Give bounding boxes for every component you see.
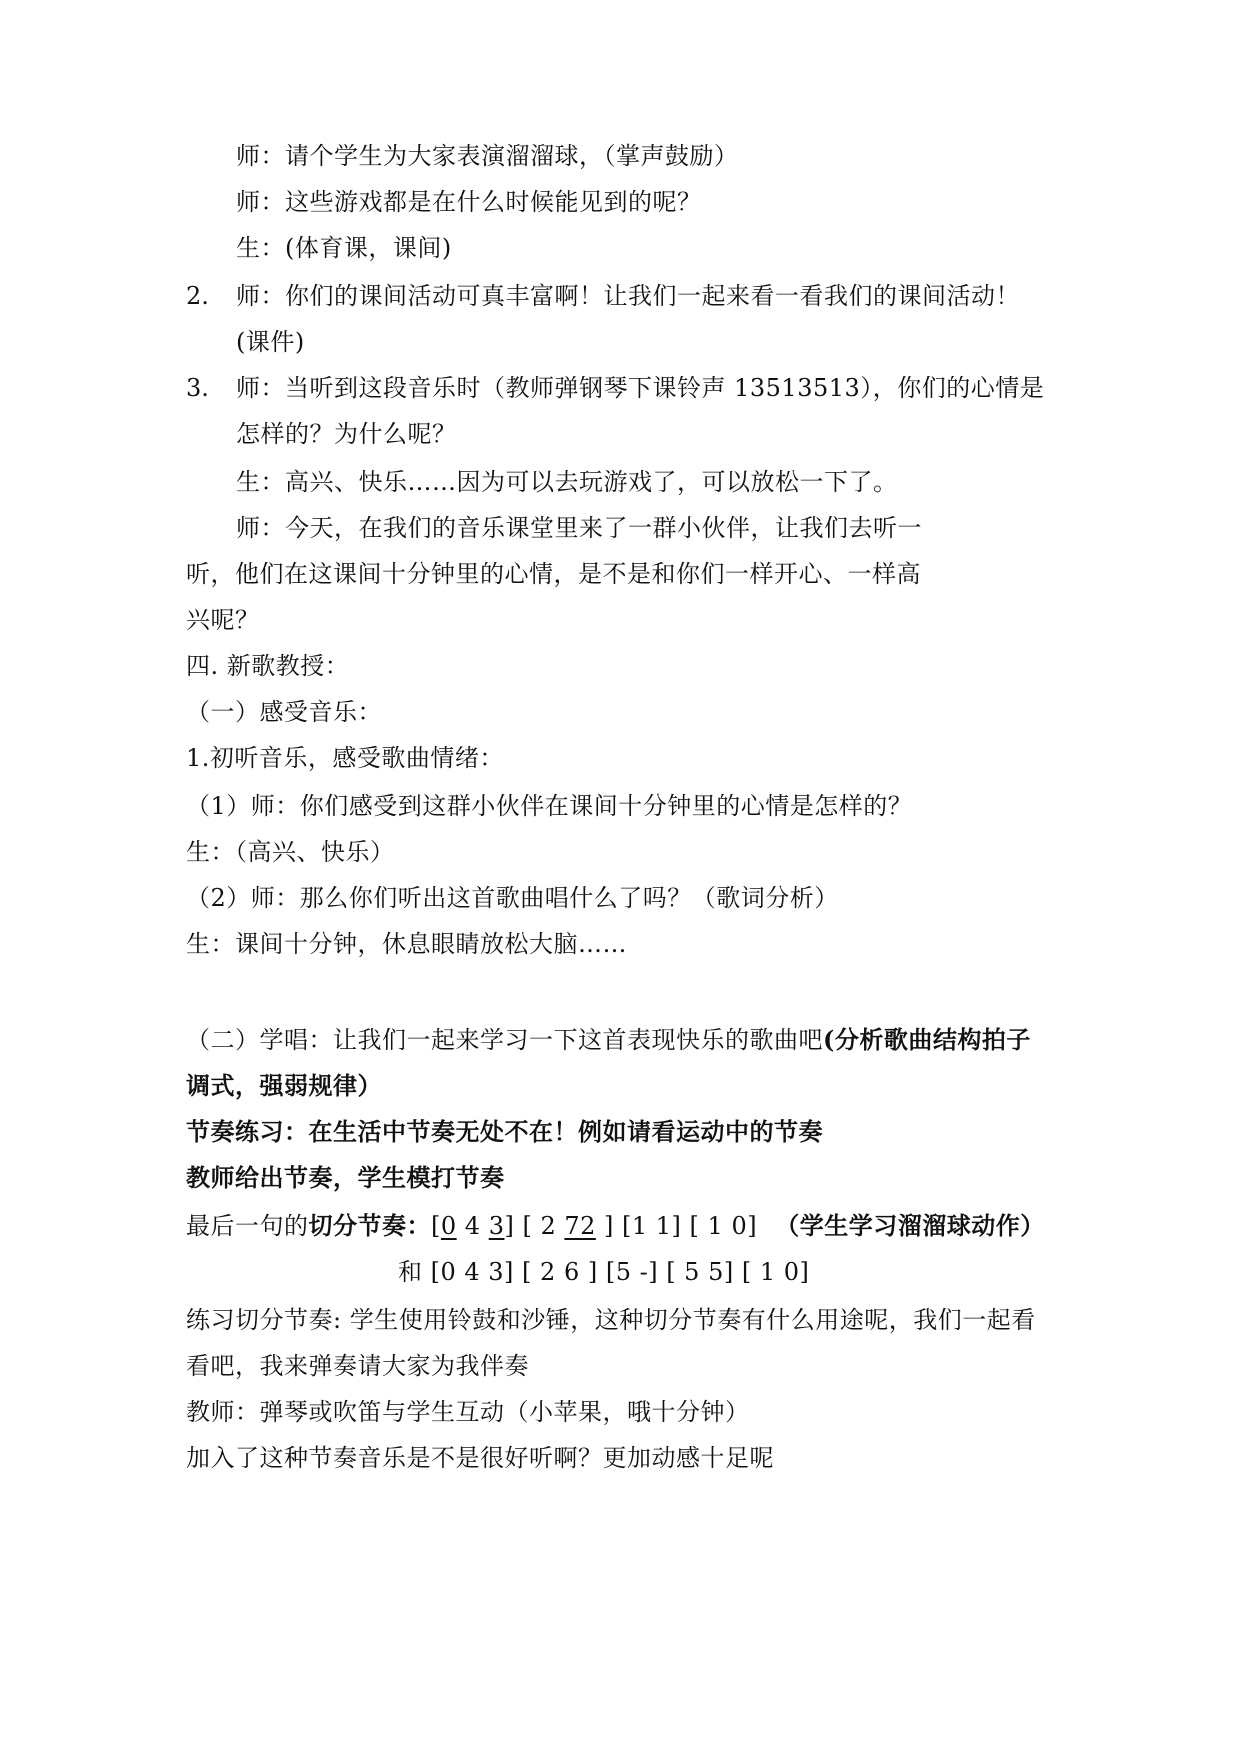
section-heading: 四. 新歌教授：: [186, 652, 350, 680]
list-number: 3.: [186, 374, 209, 402]
text-line: 师：这些游戏都是在什么时候能见到的呢？: [236, 188, 702, 216]
rhythm-segment: ] [1 1] [ 1 0]: [595, 1212, 758, 1240]
text-line: 兴呢？: [186, 606, 260, 634]
text-line: 师：请个学生为大家表演溜溜球，（掌声鼓励）: [236, 142, 739, 170]
bold-segment: 切分节奏：: [308, 1211, 431, 1240]
text-line: 师：今天，在我们的音乐课堂里来了一群小伙伴，让我们去听一: [236, 514, 922, 542]
text-line: (课件): [236, 328, 305, 356]
rhythm-underlined: 0: [440, 1212, 457, 1240]
list-number: 2.: [186, 282, 209, 310]
text-line: 师：你们的课间活动可真丰富啊！让我们一起来看一看我们的课间活动！: [236, 282, 1020, 310]
text-line: 看吧，我来弹奏请大家为我伴奏: [186, 1352, 529, 1380]
rhythm-line: 和 [0 4 3] [ 2 6 ] [5 -] [ 5 5] [ 1 0]: [398, 1258, 810, 1286]
bold-line: 教师给出节奏，学生模打节奏: [186, 1163, 505, 1192]
bold-segment: （学生学习溜溜球动作）: [775, 1211, 1045, 1240]
text-line: [186, 1024, 1031, 1056]
rhythm-underlined: 3: [488, 1212, 505, 1240]
text-line: 师：当听到这段音乐时（教师弹钢琴下课铃声 13513513），你们的心情是: [236, 374, 1045, 402]
bold-line: 调式，强弱规律）: [186, 1071, 382, 1100]
text-segment: （二）学唱：让我们一起来学习一下这首表现快乐的歌曲吧: [186, 1026, 823, 1054]
text-line: 生：高兴、快乐……因为可以去玩游戏了，可以放松一下了。: [236, 468, 898, 496]
rhythm-segment: [: [431, 1212, 441, 1240]
rhythm-segment: 4: [456, 1212, 489, 1240]
text-line: 生：（高兴、快乐）: [186, 838, 395, 866]
text-line: 教师：弹琴或吹笛与学生互动（小苹果，哦十分钟）: [186, 1398, 750, 1426]
text-line: 生：(体育课，课间): [236, 234, 452, 262]
text-line: 生：课间十分钟，休息眼睛放松大脑……: [186, 930, 627, 958]
bold-segment: (分析歌曲结构拍子: [823, 1025, 1031, 1054]
rhythm-underlined: 72: [564, 1212, 596, 1240]
subsection-heading: （一）感受音乐：: [186, 698, 382, 726]
text-line: 怎样的？为什么呢？: [236, 420, 457, 448]
text-segment: 最后一句的: [186, 1212, 309, 1240]
text-line: 加入了这种节奏音乐是不是很好听啊？更加动感十足呢: [186, 1444, 774, 1472]
rhythm-line: [186, 1210, 1045, 1242]
rhythm-segment: ] [ 2: [504, 1212, 565, 1240]
text-line: 练习切分节奏: 学生使用铃鼓和沙锤，这种切分节奏有什么用途呢，我们一起看: [186, 1306, 1036, 1334]
text-line: （2）师：那么你们听出这首歌曲唱什么了吗？（歌词分析）: [186, 884, 839, 912]
text-line: 听，他们在这课间十分钟里的心情，是不是和你们一样开心、一样高: [186, 560, 921, 588]
bold-line: 节奏练习：在生活中节奏无处不在！例如请看运动中的节奏: [186, 1117, 823, 1146]
text-line: （1）师：你们感受到这群小伙伴在课间十分钟里的心情是怎样的？: [186, 792, 913, 820]
text-line: 1.初听音乐，感受歌曲情绪：: [186, 744, 504, 772]
